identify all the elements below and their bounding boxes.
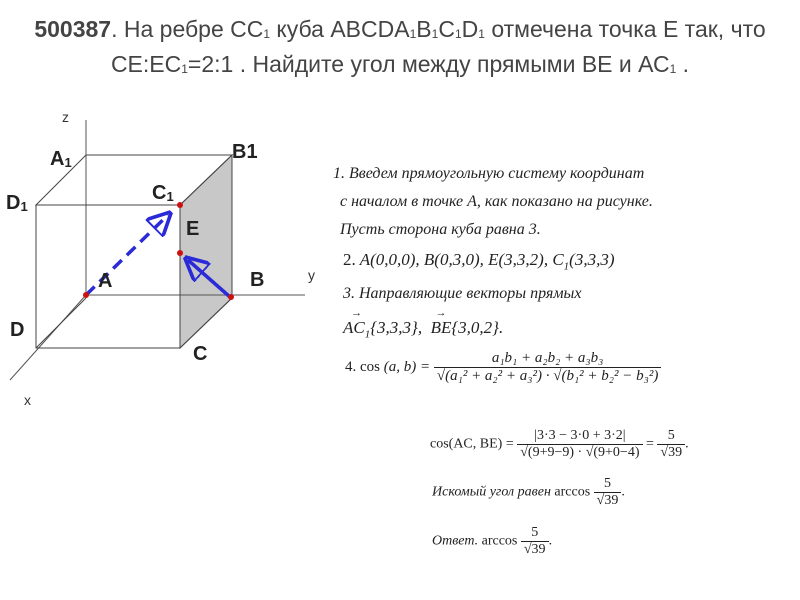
- step1-line2: с началом в точке A, как показано на рисунке.: [340, 193, 653, 210]
- point-e: [177, 250, 183, 256]
- answer: Ответ. arccos $\frac{5}{√39}$ .: [432, 525, 553, 557]
- cube-figure: [0, 100, 340, 420]
- step4-formula: 4. cos (a, b) = $\frac{\text{a₁b₁ + a₂b₂ + a₃b₃}}{\text{√(a₁² + a₂² + a₃²) · √(b₁² + b₂² − b₃²)}}$: [345, 350, 661, 385]
- step3: 3. Направляющие векторы прямых: [343, 285, 582, 302]
- point-a: [83, 292, 89, 298]
- step1-line3: Пусть сторона куба равна 3.: [340, 221, 541, 238]
- label-d: D: [10, 319, 25, 341]
- angle-statement: Искомый угол равен arccos $\frac{5}{√39}$ .: [432, 476, 625, 508]
- problem-number: 500387: [34, 16, 112, 42]
- vector-be-label: → BE: [431, 318, 452, 338]
- cube-edge-dd: [36, 298, 86, 348]
- cos-calc-fraction: $\frac{|3\cdot 3 - 3\cdot 0 + 3\cdot 2|}{√(9+9-9) \cdot √(9+0-4)}$: [517, 428, 642, 461]
- axis-x-label: x: [24, 392, 31, 408]
- step1-line1: 1. Введем прямоугольную систему координат: [333, 165, 645, 182]
- axis-z-label: z: [62, 109, 69, 125]
- angle-fraction: $\frac{5}{√39}$: [594, 476, 622, 509]
- label-e: E: [186, 218, 200, 240]
- label-a1: A1: [50, 148, 72, 170]
- direction-vectors: → $AC_1\{3,3,3\}$, → BE{3,0,2}.: [343, 318, 503, 340]
- axis-y-label: y: [308, 267, 315, 283]
- cos-formula-fraction: $\frac{\text{a₁b₁ + a₂b₂ + a₃b₃}}{\text{√(a₁² + a₂² + a₃²) · √(b₁² + b₂² − b₃²)}}$: [434, 350, 661, 385]
- label-b: B: [250, 269, 265, 291]
- shaded-face-bcc1b1: [180, 155, 232, 348]
- label-c1: C1: [152, 182, 174, 204]
- label-b1: B1: [232, 141, 258, 163]
- point-b: [228, 294, 234, 300]
- label-d1: D1: [6, 192, 28, 214]
- label-a: A: [98, 270, 113, 292]
- cos-result-fraction: $\frac{5}{√39}$: [657, 428, 685, 461]
- vector-ac1-label: → $AC_1$: [343, 318, 370, 340]
- label-c: C: [193, 343, 208, 365]
- cos-calculation: cos(AC, BE) = $\frac{|3\cdot 3 - 3\cdot 0 + 3\cdot 2|}{√(9+9-9) \cdot √(9+0-4)}$ = $\frac{5}{√39}$ .: [430, 428, 689, 460]
- step2: 2. A(0,0,0), B(0,3,0), E(3,3,2), $C_1(3,3,3)$: [343, 250, 615, 273]
- answer-fraction: $\frac{5}{√39}$: [521, 525, 549, 558]
- point-c1: [177, 202, 183, 208]
- problem-statement: 500387. На ребре $СС_1$ куба $ABCDA_1B_1C_1D_1$ отмечена точка Е так, что $СЕ:ЕС_1=2:1$ . Найдите угол между прямыми ВЕ и $АС_1$ .: [34, 16, 766, 77]
